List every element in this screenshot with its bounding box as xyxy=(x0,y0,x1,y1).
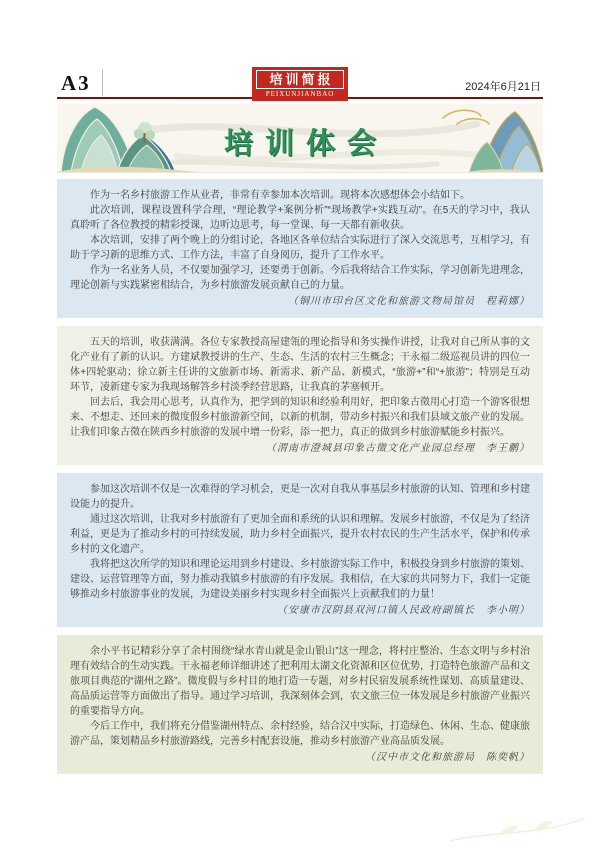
testimonial-section xyxy=(57,326,543,465)
page-header xyxy=(57,70,543,97)
issue-date: 2024年6月21日 xyxy=(465,81,541,93)
header-divider xyxy=(102,70,103,96)
masthead-subtitle: PEIXUNJIANBAO xyxy=(265,90,335,98)
attribution: （汉中市文化和旅游局 陈奕帆） xyxy=(365,752,530,763)
testimonial-section xyxy=(57,473,543,627)
paragraph: 我将把这次所学的知识和理论运用到乡村建设、乡村旅游实际工作中，积极投身到乡村旅游的策划、建设、运营管理等方面，努力推动我镇乡村旅游的有序发展。我相信，在大家的共同努力下，我们一定能够推动乡村旅游事业的发展，为建设美丽乡村实现乡村全面振兴上贡献我们的力量！ xyxy=(70,559,530,600)
paragraph: 作为一名业务人员，不仅要加强学习，还要勇于创新。今后我将结合工作实际，学习创新先进理念，理论创新与实践紧密相结合，为乡村旅游发展贡献自己的力量。 xyxy=(70,265,530,291)
masthead xyxy=(252,67,348,101)
attribution: （安康市汉阴县双河口镇人民政府副镇长 李小明） xyxy=(277,605,530,616)
paragraph: 今后工作中，我们将充分借鉴湖州特点、余村经验，结合汉中实际，打造绿色、休闲、生态、健康旅游产品，策划精品乡村旅游路线，完善乡村配套设施，推动乡村旅游产业高品质发展。 xyxy=(70,721,530,747)
testimonial-section xyxy=(57,635,543,774)
attribution: （铜川市印台区文化和旅游文物局馆员 程莉娜） xyxy=(288,296,530,307)
sections xyxy=(57,179,543,774)
page-number: A3 xyxy=(61,71,91,95)
paragraph: 本次培训，安排了两个晚上的分组讨论，各地区各单位结合实际进行了深入交流思考，互相学习，有助于学习新的思维方式、工作方法，丰富了自身阅历，提升了工作水平。 xyxy=(70,235,530,261)
paragraph: 五天的培训，收获满满。各位专家教授高屋建瓴的理论指导和务实操作讲授，让我对自己所从事的文化产业有了新的认识。方建斌教授讲的生产、生态、生活的农村三生概念；干永福二级巡视员讲的四位一体+四轮驱动；徐立新主任讲的文旅新市场、新需求、新产品、新模式，“旅游+”和“+旅游”；特别是互动环节，凌新建专家为我现场解答乡村淡季经营思路，让我真的茅塞顿开。 xyxy=(70,337,530,393)
paragraph: 此次培训，课程设置科学合理，“理论教学+案例分析”“现场教学+实践互动”。在5天的学习中，我认真聆听了各位教授的精彩授课，边听边思考，每一堂课、每一天都有新收获。 xyxy=(70,205,530,231)
masthead-title: 培训简报 xyxy=(256,70,344,89)
paragraph: 余小平书记精彩分享了余村围绕“绿水青山就是金山银山”这一理念，将村庄整治、生态文明与乡村治理有效结合的生动实践。干永福老师详细讲述了把利用太湖文化资源和区位优势，打造特色旅游产品和文旅项目典范的“湖州之路”。微度假与乡村目的地打造一专题，对乡村民宿发展系统性谋划、高质量建设、高品质运营等方面做出了指导。通过学习培训，我深刻体会到，农文旅三位一体发展是乡村旅游产业振兴的重要指导方向。 xyxy=(70,646,530,717)
paragraph: 参加这次培训不仅是一次难得的学习机会，更是一次对自我从事基层乡村旅游的认知、管理和乡村建设能力的提升。 xyxy=(70,484,530,510)
paragraph: 回去后，我会用心思考，认真作为，把学到的知识和经验利用好，把印象古徵用心打造一个游客很想来、不想走、还回来的微度假乡村旅游新空间，以新的机制，带动乡村振兴和我们县域文旅产业的发展。让我们印象古徵在陕西乡村旅游的发展中增一份彩，添一把力，真正的做到乡村旅游赋能乡村振兴。 xyxy=(70,397,530,438)
content-column xyxy=(57,70,543,782)
section-banner xyxy=(57,104,543,173)
paragraph: 作为一名乡村旅游工作从业者，非常有幸参加本次培训。现将本次感想体会小结如下。 xyxy=(90,190,470,201)
attribution: （渭南市澄城县印象古徵文化产业园总经理 李王鹏） xyxy=(266,443,530,454)
branch-decoration xyxy=(440,806,590,846)
paragraph: 通过这次培训，让我对乡村旅游有了更加全面和系统的认识和理解。发展乡村旅游，不仅是为了经济利益，更是为了推动乡村的可持续发展，助力乡村全面振兴，提升农村农民的生产生活水平，保护和传承乡村的文化遗产。 xyxy=(70,514,530,555)
testimonial-section xyxy=(57,179,543,318)
banner-title: 培训体会 xyxy=(223,128,388,160)
